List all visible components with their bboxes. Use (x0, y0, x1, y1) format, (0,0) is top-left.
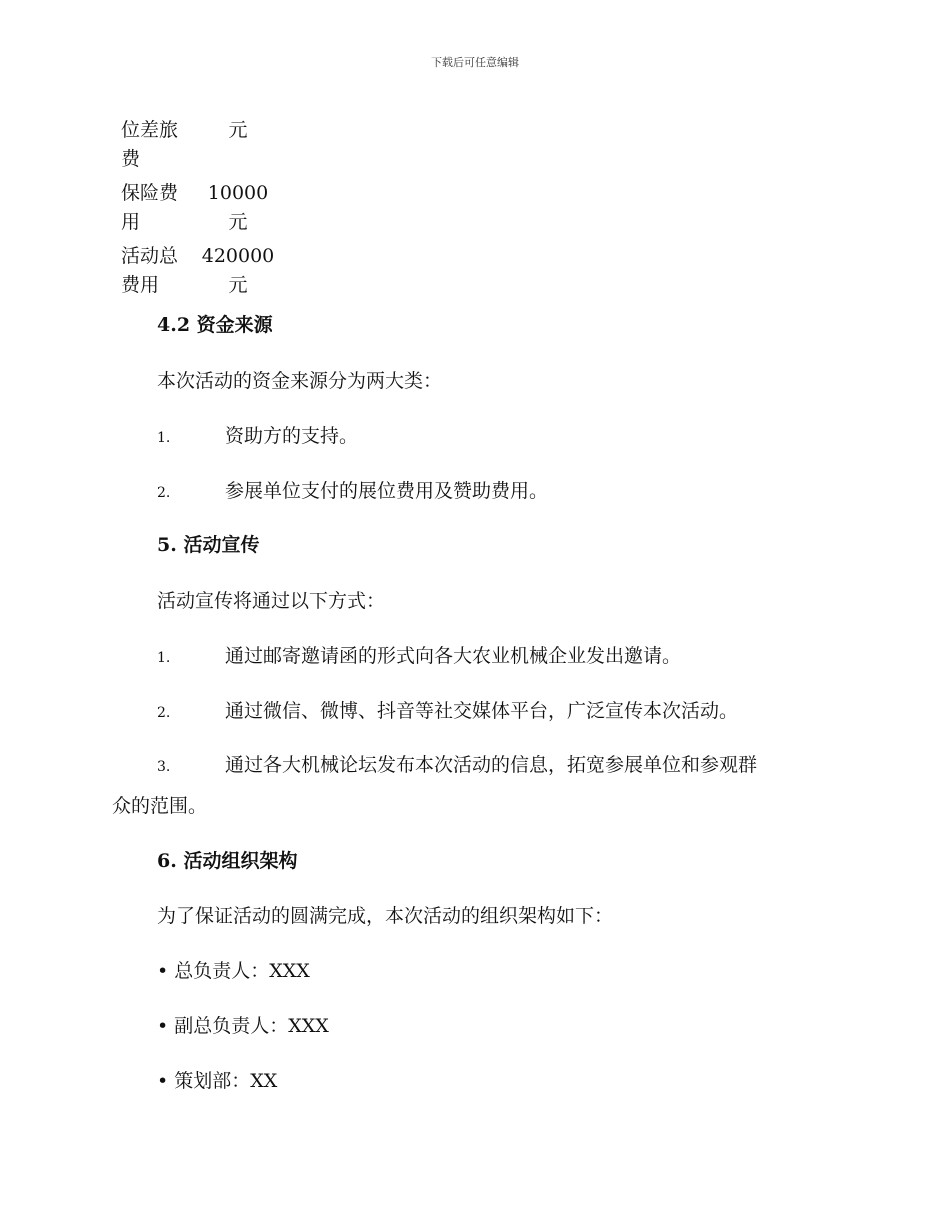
list-text: 资助方的支持。 (225, 425, 359, 447)
cost-label-line: 费 (121, 148, 141, 170)
section-intro: 活动宣传将通过以下方式： (157, 590, 386, 612)
cost-row (121, 116, 321, 174)
cost-row (121, 179, 321, 237)
list-item-continuation: 众的范围。 (112, 795, 208, 817)
cost-value-line: 元 (228, 211, 248, 233)
list-item (157, 696, 950, 728)
section-intro: 本次活动的资金来源分为两大类： (157, 370, 443, 392)
list-number: 2. (157, 485, 171, 501)
list-item (157, 421, 950, 453)
page-header: 下载后可任意编辑 (431, 56, 519, 69)
section-heading-6: 6. 活动组织架构 (157, 850, 298, 872)
list-item (157, 476, 950, 508)
list-item (157, 641, 950, 673)
org-item: • 总负责人：XXX (157, 960, 310, 982)
list-number: 3. (157, 759, 171, 775)
list-text: 通过微信、微博、抖音等社交媒体平台，广泛宣传本次活动。 (225, 700, 739, 722)
cost-value (197, 242, 279, 300)
list-text: 通过各大机械论坛发布本次活动的信息，拓宽参展单位和参观群 (225, 754, 758, 776)
cost-label-line: 位差旅 (121, 119, 179, 141)
cost-value (197, 116, 279, 174)
cost-value-line: 10000 (207, 182, 269, 204)
org-item: • 副总负责人：XXX (157, 1015, 329, 1037)
cost-row (121, 242, 321, 300)
cost-label (121, 179, 197, 237)
cost-label (121, 116, 197, 174)
cost-label-line: 用 (121, 211, 141, 233)
section-heading-5: 5. 活动宣传 (157, 534, 260, 556)
cost-value (197, 179, 279, 237)
list-number: 1. (157, 430, 171, 446)
cost-value-line: 420000 (201, 245, 275, 267)
cost-value-line: 元 (228, 119, 248, 141)
section-heading-4-2: 4.2 资金来源 (157, 314, 273, 336)
cost-label-line: 活动总 (121, 245, 179, 267)
list-item (112, 750, 842, 782)
cost-label-line: 费用 (121, 274, 160, 296)
list-number: 1. (157, 650, 171, 666)
cost-table (121, 116, 321, 305)
list-text: 参展单位支付的展位费用及赞助费用。 (225, 480, 549, 502)
list-number: 2. (157, 705, 171, 721)
org-item: • 策划部：XX (157, 1070, 278, 1092)
list-text: 通过邮寄邀请函的形式向各大农业机械企业发出邀请。 (225, 645, 682, 667)
cost-label (121, 242, 197, 300)
cost-value-line: 元 (228, 274, 248, 296)
cost-label-line: 保险费 (121, 182, 179, 204)
section-intro: 为了保证活动的圆满完成，本次活动的组织架构如下： (157, 905, 614, 927)
